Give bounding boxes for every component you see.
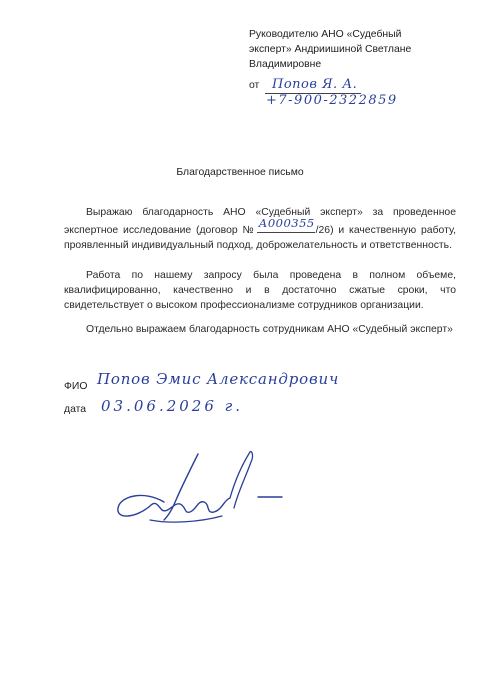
addressee-line: Руководителю АНО «Судебный — [249, 29, 402, 40]
addressee-line: Владимировне — [249, 59, 322, 70]
letter-title: Благодарственное письмо — [176, 167, 304, 178]
handwritten-fio: Попов Эмис Александрович — [97, 370, 340, 388]
paragraph-text: /26) и качественную работу, проявленный индивидуальный подход, доброжелательность и ответственность. — [64, 225, 457, 252]
fio-label: ФИО — [64, 381, 88, 392]
addressee-block — [249, 27, 474, 72]
handwritten-date: 03.06.2026 г. — [101, 397, 244, 415]
from-label: от — [249, 80, 260, 91]
paragraph-gratitude — [64, 205, 456, 254]
addressee-line: эксперт» Андриишиной Светлане — [249, 44, 412, 55]
handwritten-contract-number: А000355 — [258, 216, 315, 231]
signature-image — [110, 440, 310, 540]
paragraph-work-quality: Работа по нашему запросу была проведена в полном объеме, квалифицированно, качественно и в достаточно сжатые сроки, что свидетельствует о высоком профессионализме сотрудников организации. — [64, 270, 456, 312]
date-label: дата — [64, 404, 87, 415]
paragraph-staff-thanks: Отдельно выражаем благодарность сотрудникам АНО «Судебный эксперт» — [86, 324, 453, 335]
paragraph-text: Выражаю благодарность АНО «Судебный эксперт» за проведенное экспертное исследование (договор № — [64, 207, 456, 237]
handwritten-sender-name: Попов Я. А. — [272, 77, 358, 92]
contract-number-field — [257, 216, 315, 233]
handwritten-phone: +7-900-2322859 — [266, 93, 398, 108]
